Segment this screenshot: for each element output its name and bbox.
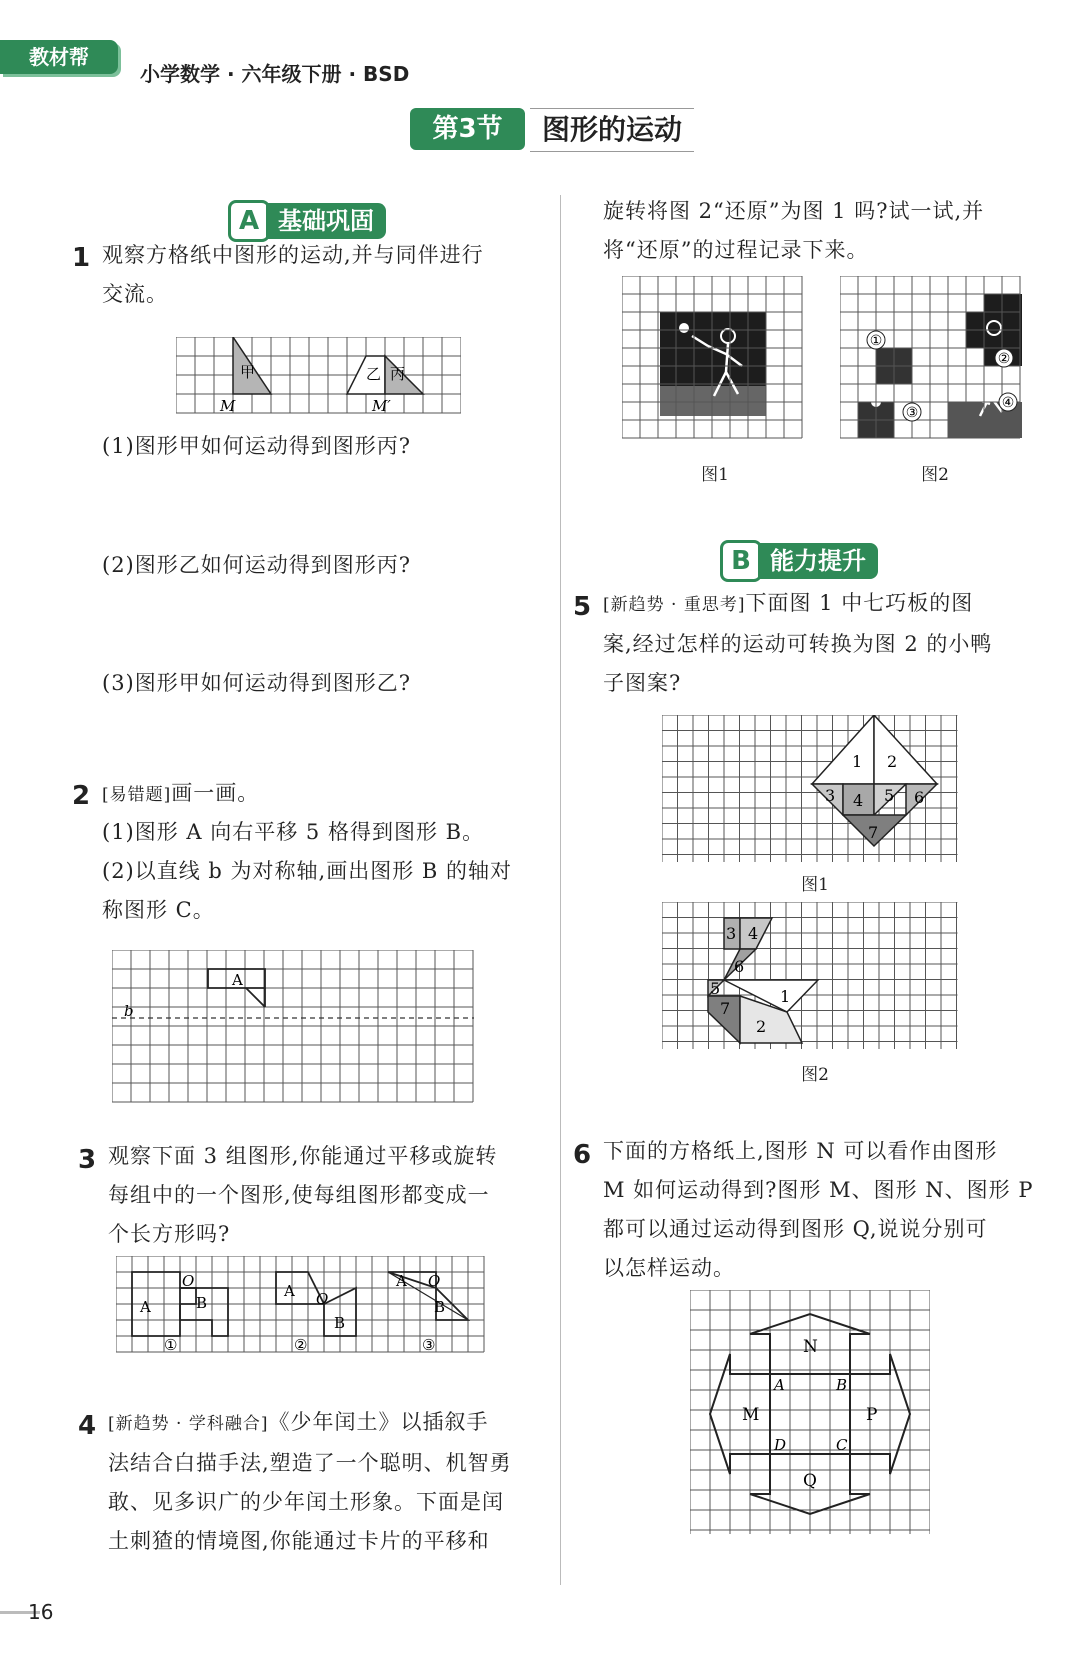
g3-label-o: O bbox=[428, 1272, 441, 1290]
g2-label-b: B bbox=[334, 1314, 346, 1332]
part-b-heading bbox=[720, 540, 878, 582]
card-3-marker: ③ bbox=[905, 405, 919, 421]
g2-label-a: A bbox=[284, 1282, 295, 1300]
q1-number: 1 bbox=[72, 243, 91, 273]
q4-text-continued bbox=[603, 192, 1043, 270]
q2-tag: [易错题] bbox=[102, 785, 172, 805]
label-jia: 甲 bbox=[240, 363, 256, 381]
q1-sub2: (2)图形乙如何运动得到图形丙? bbox=[102, 553, 412, 577]
label-m: M bbox=[220, 397, 236, 415]
q6-line: 下面的方格纸上,图形 N 可以看作由图形 bbox=[603, 1139, 998, 1163]
q1-grid-figure bbox=[176, 337, 461, 415]
q6-line: 都可以通过运动得到图形 Q,说说分别可 bbox=[603, 1217, 988, 1241]
label-point-a: A bbox=[774, 1376, 785, 1394]
q3-text bbox=[108, 1137, 548, 1254]
q5-text bbox=[603, 584, 1043, 703]
g1-label-o: O bbox=[182, 1272, 195, 1290]
q4-tag: [新趋势 · 学科融合] bbox=[108, 1414, 269, 1434]
tangram-2-piece-6: 6 bbox=[734, 957, 745, 976]
shape-p bbox=[850, 1354, 910, 1474]
q3-line: 每组中的一个图形,使每组图形都变成一 bbox=[108, 1183, 490, 1207]
group-3-marker: ③ bbox=[422, 1336, 436, 1354]
q4-line: 《少年闰土》以插叙手 bbox=[268, 1410, 489, 1434]
card-2-marker: ② bbox=[997, 351, 1011, 367]
label-q: Q bbox=[803, 1471, 817, 1491]
q2-number: 2 bbox=[72, 781, 91, 811]
tangram-1-piece-3: 3 bbox=[825, 786, 836, 805]
q6-number: 6 bbox=[573, 1140, 592, 1170]
section-title: 图形的运动 bbox=[530, 108, 694, 152]
q4-line: 法结合白描手法,塑造了一个聪明、机智勇 bbox=[108, 1451, 512, 1475]
q6-text bbox=[603, 1132, 1043, 1288]
q3-grid-figure bbox=[116, 1256, 500, 1354]
q4-figure-2 bbox=[840, 276, 1022, 448]
page-number: 16 bbox=[28, 1600, 54, 1624]
label-point-b: B bbox=[836, 1376, 848, 1394]
q5-line: 案,经过怎样的运动可转换为图 2 的小鸭 bbox=[603, 632, 993, 656]
part-a-letter: A bbox=[228, 200, 270, 242]
q5-line: 子图案? bbox=[603, 671, 682, 695]
q1-sub1: (1)图形甲如何运动得到图形丙? bbox=[102, 434, 412, 458]
tangram-1-piece-5: 5 bbox=[884, 786, 895, 805]
q5-figure-1 bbox=[662, 715, 958, 867]
tangram-1-piece-6: 6 bbox=[914, 788, 925, 807]
q4-line: 将“还原”的过程记录下来。 bbox=[603, 238, 869, 262]
tangram-1-piece-2: 2 bbox=[887, 752, 898, 771]
q5-number: 5 bbox=[573, 592, 592, 622]
q2-subs bbox=[102, 813, 542, 930]
q4-caption-1: 图1 bbox=[701, 465, 729, 485]
tangram-2-piece-3: 3 bbox=[726, 924, 737, 943]
q5-tag: [新趋势 · 重思考] bbox=[603, 595, 746, 615]
q2-line1 bbox=[102, 774, 259, 815]
q1-text bbox=[102, 236, 542, 314]
g1-label-b: B bbox=[196, 1294, 208, 1312]
q6-line: M 如何运动得到?图形 M、图形 N、图形 P bbox=[603, 1178, 1034, 1202]
q5-figure-2 bbox=[662, 902, 958, 1054]
label-b: b bbox=[124, 1002, 134, 1020]
q5-caption-1: 图1 bbox=[801, 875, 829, 895]
part-a-title: 基础巩固 bbox=[266, 203, 386, 239]
group-1-marker: ① bbox=[164, 1336, 178, 1354]
q6-grid-figure bbox=[690, 1290, 930, 1542]
q4-number: 4 bbox=[78, 1411, 97, 1441]
q2-grid-figure bbox=[112, 950, 482, 1107]
card-1-marker: ① bbox=[869, 333, 883, 349]
q2-sub: (2)以直线 b 为对称轴,画出图形 B 的轴对 bbox=[102, 859, 512, 883]
g3-label-b: B bbox=[434, 1298, 446, 1316]
tangram-1-piece-7: 7 bbox=[868, 823, 879, 842]
brand-badge: 教材帮 bbox=[0, 40, 118, 74]
q4-line: 敢、见多识广的少年闰土形象。下面是闰 bbox=[108, 1490, 504, 1514]
tangram-2-piece-1: 1 bbox=[780, 987, 791, 1006]
q5-line: 下面图 1 中七巧板的图 bbox=[745, 591, 974, 615]
q1-sub3: (3)图形甲如何运动得到图形乙? bbox=[102, 671, 412, 695]
q2-text: 画一画。 bbox=[171, 781, 260, 805]
tangram-2-piece-7: 7 bbox=[720, 999, 731, 1018]
g3-label-a: A bbox=[396, 1272, 407, 1290]
label-p: P bbox=[866, 1405, 878, 1425]
tangram-2-piece-2: 2 bbox=[756, 1017, 767, 1036]
q1-line: 观察方格纸中图形的运动,并与同伴进行 bbox=[102, 243, 484, 267]
shape-m bbox=[710, 1354, 770, 1474]
tangram-1-piece-4: 4 bbox=[853, 791, 864, 810]
label-point-c: C bbox=[836, 1436, 848, 1454]
q4-line: 土刺猹的情境图,你能通过卡片的平移和 bbox=[108, 1529, 490, 1553]
tangram-1-piece-1: 1 bbox=[852, 752, 863, 771]
group-2-marker: ② bbox=[294, 1336, 308, 1354]
card-4-marker: ④ bbox=[1001, 395, 1015, 411]
g2-label-o: O bbox=[316, 1290, 329, 1308]
g1-label-a: A bbox=[140, 1298, 151, 1316]
label-m: M bbox=[742, 1405, 760, 1425]
q3-line: 个长方形吗? bbox=[108, 1222, 231, 1246]
q1-line: 交流。 bbox=[102, 282, 168, 306]
column-divider bbox=[560, 195, 561, 1585]
label-yi: 乙 bbox=[366, 365, 382, 383]
tangram-2-piece-4: 4 bbox=[748, 924, 759, 943]
q3-number: 3 bbox=[78, 1145, 97, 1175]
q4-line: 旋转将图 2“还原”为图 1 吗?试一试,并 bbox=[603, 199, 985, 223]
label-bing: 丙 bbox=[390, 365, 406, 383]
label-m-prime: M′ bbox=[372, 397, 391, 415]
label-point-d: D bbox=[774, 1436, 787, 1454]
q5-caption-2: 图2 bbox=[801, 1065, 829, 1085]
part-b-letter: B bbox=[720, 540, 762, 582]
q3-line: 观察下面 3 组图形,你能通过平移或旋转 bbox=[108, 1144, 498, 1168]
section-number: 第3节 bbox=[410, 108, 525, 150]
q4-text bbox=[108, 1403, 548, 1561]
label-n: N bbox=[803, 1337, 818, 1357]
book-title: 小学数学 · 六年级下册 · BSD bbox=[140, 62, 410, 86]
q4-caption-2: 图2 bbox=[921, 465, 949, 485]
tangram-2-piece-5: 5 bbox=[710, 979, 721, 998]
q2-sub: (1)图形 A 向右平移 5 格得到图形 B。 bbox=[102, 820, 485, 844]
q2-sub: 称图形 C。 bbox=[102, 898, 215, 922]
label-a: A bbox=[232, 971, 243, 989]
part-b-title: 能力提升 bbox=[758, 543, 878, 579]
q4-figure-1 bbox=[622, 276, 804, 448]
q6-line: 以怎样运动。 bbox=[603, 1256, 735, 1280]
